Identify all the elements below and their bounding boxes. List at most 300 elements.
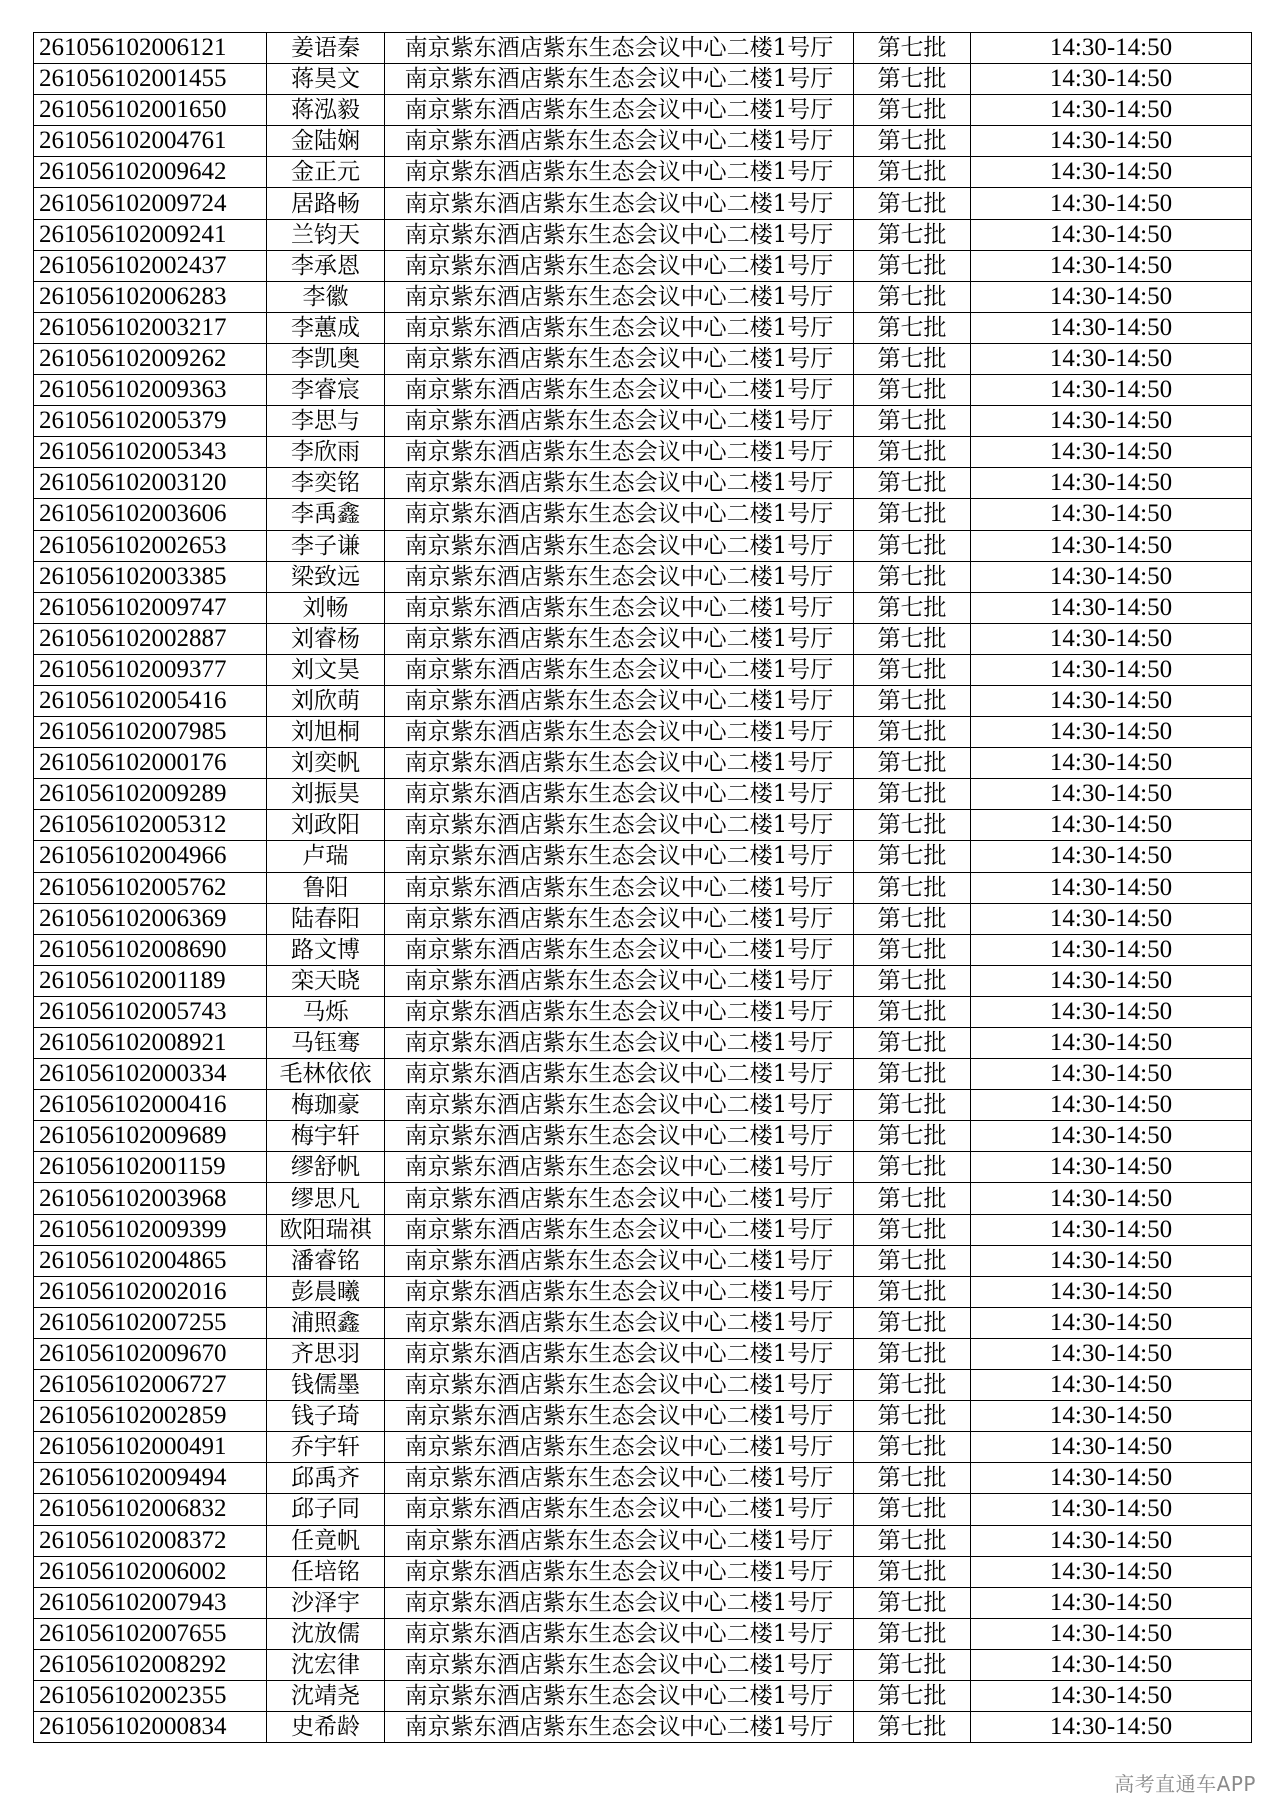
candidate-id: 261056102003217 (34, 312, 267, 343)
time-slot: 14:30-14:50 (971, 1059, 1252, 1090)
table-row (34, 717, 1252, 748)
candidate-id: 261056102006002 (34, 1556, 267, 1587)
candidate-name: 欧阳瑞祺 (267, 1214, 385, 1245)
exam-batch: 第七批 (854, 903, 971, 934)
candidate-id: 261056102005312 (34, 810, 267, 841)
exam-venue: 南京紫东酒店紫东生态会议中心二楼1号厅 (385, 996, 854, 1027)
exam-batch: 第七批 (854, 1183, 971, 1214)
time-slot: 14:30-14:50 (971, 530, 1252, 561)
candidate-id: 261056102006832 (34, 1494, 267, 1525)
exam-venue: 南京紫东酒店紫东生态会议中心二楼1号厅 (385, 717, 854, 748)
exam-batch: 第七批 (854, 1680, 971, 1711)
exam-venue: 南京紫东酒店紫东生态会议中心二楼1号厅 (385, 561, 854, 592)
exam-batch: 第七批 (854, 1276, 971, 1307)
roster-body (34, 33, 1252, 1743)
candidate-id: 261056102009399 (34, 1214, 267, 1245)
candidate-name: 缪思凡 (267, 1183, 385, 1214)
time-slot: 14:30-14:50 (971, 33, 1252, 64)
exam-batch: 第七批 (854, 654, 971, 685)
exam-batch: 第七批 (854, 1712, 971, 1743)
exam-venue: 南京紫东酒店紫东生态会议中心二楼1号厅 (385, 157, 854, 188)
exam-venue: 南京紫东酒店紫东生态会议中心二楼1号厅 (385, 1276, 854, 1307)
exam-batch: 第七批 (854, 281, 971, 312)
time-slot: 14:30-14:50 (971, 1680, 1252, 1711)
table-row (34, 1370, 1252, 1401)
exam-venue: 南京紫东酒店紫东生态会议中心二楼1号厅 (385, 375, 854, 406)
exam-batch: 第七批 (854, 1152, 971, 1183)
candidate-id: 261056102009262 (34, 343, 267, 374)
table-row (34, 1090, 1252, 1121)
candidate-name: 刘欣萌 (267, 685, 385, 716)
exam-batch: 第七批 (854, 1028, 971, 1059)
candidate-name: 刘旭桐 (267, 717, 385, 748)
table-row (34, 219, 1252, 250)
candidate-name: 彭晨曦 (267, 1276, 385, 1307)
table-row (34, 95, 1252, 126)
exam-venue: 南京紫东酒店紫东生态会议中心二楼1号厅 (385, 872, 854, 903)
time-slot: 14:30-14:50 (971, 95, 1252, 126)
exam-venue: 南京紫东酒店紫东生态会议中心二楼1号厅 (385, 281, 854, 312)
candidate-name: 刘政阳 (267, 810, 385, 841)
time-slot: 14:30-14:50 (971, 1587, 1252, 1618)
exam-venue: 南京紫东酒店紫东生态会议中心二楼1号厅 (385, 779, 854, 810)
candidate-name: 邱禹齐 (267, 1463, 385, 1494)
candidate-id: 261056102000416 (34, 1090, 267, 1121)
exam-venue: 南京紫东酒店紫东生态会议中心二楼1号厅 (385, 312, 854, 343)
time-slot: 14:30-14:50 (971, 1494, 1252, 1525)
candidate-name: 姜语秦 (267, 33, 385, 64)
table-row (34, 1152, 1252, 1183)
table-row (34, 188, 1252, 219)
table-row (34, 872, 1252, 903)
exam-venue: 南京紫东酒店紫东生态会议中心二楼1号厅 (385, 250, 854, 281)
time-slot: 14:30-14:50 (971, 343, 1252, 374)
table-row (34, 748, 1252, 779)
exam-batch: 第七批 (854, 623, 971, 654)
exam-batch: 第七批 (854, 437, 971, 468)
time-slot: 14:30-14:50 (971, 934, 1252, 965)
exam-venue: 南京紫东酒店紫东生态会议中心二楼1号厅 (385, 406, 854, 437)
exam-batch: 第七批 (854, 1401, 971, 1432)
candidate-id: 261056102003385 (34, 561, 267, 592)
exam-venue: 南京紫东酒店紫东生态会议中心二楼1号厅 (385, 499, 854, 530)
table-row (34, 561, 1252, 592)
candidate-id: 261056102005343 (34, 437, 267, 468)
table-row (34, 1618, 1252, 1649)
exam-batch: 第七批 (854, 157, 971, 188)
table-row (34, 1587, 1252, 1618)
time-slot: 14:30-14:50 (971, 654, 1252, 685)
exam-batch: 第七批 (854, 375, 971, 406)
candidate-id: 261056102003968 (34, 1183, 267, 1214)
table-row (34, 406, 1252, 437)
time-slot: 14:30-14:50 (971, 312, 1252, 343)
exam-venue: 南京紫东酒店紫东生态会议中心二楼1号厅 (385, 1152, 854, 1183)
candidate-name: 任培铭 (267, 1556, 385, 1587)
time-slot: 14:30-14:50 (971, 64, 1252, 95)
candidate-name: 沈靖尧 (267, 1680, 385, 1711)
exam-batch: 第七批 (854, 1463, 971, 1494)
candidate-id: 261056102005416 (34, 685, 267, 716)
candidate-name: 路文博 (267, 934, 385, 965)
candidate-id: 261056102002653 (34, 530, 267, 561)
exam-batch: 第七批 (854, 1556, 971, 1587)
time-slot: 14:30-14:50 (971, 1276, 1252, 1307)
exam-venue: 南京紫东酒店紫东生态会议中心二楼1号厅 (385, 1121, 854, 1152)
time-slot: 14:30-14:50 (971, 592, 1252, 623)
exam-venue: 南京紫东酒店紫东生态会议中心二楼1号厅 (385, 126, 854, 157)
candidate-name: 史希龄 (267, 1712, 385, 1743)
table-row (34, 126, 1252, 157)
candidate-id: 261056102005762 (34, 872, 267, 903)
time-slot: 14:30-14:50 (971, 685, 1252, 716)
candidate-id: 261056102009241 (34, 219, 267, 250)
exam-batch: 第七批 (854, 561, 971, 592)
candidate-name: 浦照鑫 (267, 1307, 385, 1338)
time-slot: 14:30-14:50 (971, 996, 1252, 1027)
candidate-id: 261056102009670 (34, 1338, 267, 1369)
exam-batch: 第七批 (854, 1214, 971, 1245)
candidate-name: 蒋泓毅 (267, 95, 385, 126)
exam-venue: 南京紫东酒店紫东生态会议中心二楼1号厅 (385, 1338, 854, 1369)
candidate-id: 261056102007985 (34, 717, 267, 748)
exam-batch: 第七批 (854, 312, 971, 343)
candidate-name: 缪舒帆 (267, 1152, 385, 1183)
exam-batch: 第七批 (854, 872, 971, 903)
time-slot: 14:30-14:50 (971, 1338, 1252, 1369)
time-slot: 14:30-14:50 (971, 779, 1252, 810)
time-slot: 14:30-14:50 (971, 903, 1252, 934)
candidate-name: 刘睿杨 (267, 623, 385, 654)
time-slot: 14:30-14:50 (971, 219, 1252, 250)
exam-venue: 南京紫东酒店紫东生态会议中心二楼1号厅 (385, 1028, 854, 1059)
exam-batch: 第七批 (854, 406, 971, 437)
candidate-id: 261056102009289 (34, 779, 267, 810)
exam-batch: 第七批 (854, 1525, 971, 1556)
table-row (34, 1712, 1252, 1743)
time-slot: 14:30-14:50 (971, 406, 1252, 437)
time-slot: 14:30-14:50 (971, 188, 1252, 219)
exam-batch: 第七批 (854, 685, 971, 716)
exam-batch: 第七批 (854, 126, 971, 157)
exam-venue: 南京紫东酒店紫东生态会议中心二楼1号厅 (385, 1649, 854, 1680)
time-slot: 14:30-14:50 (971, 499, 1252, 530)
candidate-id: 261056102003606 (34, 499, 267, 530)
time-slot: 14:30-14:50 (971, 1525, 1252, 1556)
candidate-id: 261056102009689 (34, 1121, 267, 1152)
candidate-id: 261056102001159 (34, 1152, 267, 1183)
candidate-id: 261056102009363 (34, 375, 267, 406)
table-row (34, 312, 1252, 343)
time-slot: 14:30-14:50 (971, 375, 1252, 406)
time-slot: 14:30-14:50 (971, 250, 1252, 281)
exam-batch: 第七批 (854, 1090, 971, 1121)
table-row (34, 996, 1252, 1027)
exam-venue: 南京紫东酒店紫东生态会议中心二楼1号厅 (385, 468, 854, 499)
time-slot: 14:30-14:50 (971, 1370, 1252, 1401)
candidate-id: 261056102008921 (34, 1028, 267, 1059)
exam-venue: 南京紫东酒店紫东生态会议中心二楼1号厅 (385, 965, 854, 996)
time-slot: 14:30-14:50 (971, 841, 1252, 872)
table-row (34, 592, 1252, 623)
time-slot: 14:30-14:50 (971, 1090, 1252, 1121)
table-row (34, 1680, 1252, 1711)
table-row (34, 250, 1252, 281)
candidate-id: 261056102001650 (34, 95, 267, 126)
exam-batch: 第七批 (854, 996, 971, 1027)
exam-venue: 南京紫东酒店紫东生态会议中心二楼1号厅 (385, 95, 854, 126)
time-slot: 14:30-14:50 (971, 437, 1252, 468)
table-row (34, 1276, 1252, 1307)
time-slot: 14:30-14:50 (971, 1183, 1252, 1214)
time-slot: 14:30-14:50 (971, 1214, 1252, 1245)
candidate-name: 李蕙成 (267, 312, 385, 343)
candidate-id: 261056102004966 (34, 841, 267, 872)
exam-venue: 南京紫东酒店紫东生态会议中心二楼1号厅 (385, 1463, 854, 1494)
candidate-name: 李睿宸 (267, 375, 385, 406)
exam-roster-table (33, 32, 1252, 1743)
table-row (34, 33, 1252, 64)
exam-batch: 第七批 (854, 95, 971, 126)
table-row (34, 1059, 1252, 1090)
candidate-id: 261056102008292 (34, 1649, 267, 1680)
table-row (34, 437, 1252, 468)
table-row (34, 468, 1252, 499)
candidate-name: 齐思羽 (267, 1338, 385, 1369)
candidate-name: 马钰骞 (267, 1028, 385, 1059)
candidate-id: 261056102002355 (34, 1680, 267, 1711)
table-row (34, 1494, 1252, 1525)
candidate-id: 261056102008690 (34, 934, 267, 965)
time-slot: 14:30-14:50 (971, 1401, 1252, 1432)
candidate-id: 261056102005379 (34, 406, 267, 437)
candidate-id: 261056102001189 (34, 965, 267, 996)
exam-batch: 第七批 (854, 1618, 971, 1649)
exam-batch: 第七批 (854, 748, 971, 779)
candidate-name: 李承恩 (267, 250, 385, 281)
candidate-id: 261056102001455 (34, 64, 267, 95)
time-slot: 14:30-14:50 (971, 1463, 1252, 1494)
candidate-name: 李奕铭 (267, 468, 385, 499)
candidate-name: 潘睿铭 (267, 1245, 385, 1276)
candidate-name: 李徽 (267, 281, 385, 312)
exam-batch: 第七批 (854, 1059, 971, 1090)
time-slot: 14:30-14:50 (971, 810, 1252, 841)
time-slot: 14:30-14:50 (971, 1618, 1252, 1649)
exam-venue: 南京紫东酒店紫东生态会议中心二楼1号厅 (385, 748, 854, 779)
table-row (34, 1121, 1252, 1152)
candidate-name: 梅宇轩 (267, 1121, 385, 1152)
candidate-name: 李子谦 (267, 530, 385, 561)
exam-venue: 南京紫东酒店紫东生态会议中心二楼1号厅 (385, 219, 854, 250)
candidate-name: 刘文昊 (267, 654, 385, 685)
exam-batch: 第七批 (854, 188, 971, 219)
exam-venue: 南京紫东酒店紫东生态会议中心二楼1号厅 (385, 934, 854, 965)
table-row (34, 530, 1252, 561)
table-row (34, 1028, 1252, 1059)
candidate-id: 261056102000834 (34, 1712, 267, 1743)
candidate-id: 261056102004865 (34, 1245, 267, 1276)
table-row (34, 1245, 1252, 1276)
table-row (34, 685, 1252, 716)
candidate-id: 261056102009724 (34, 188, 267, 219)
candidate-name: 任竟帆 (267, 1525, 385, 1556)
candidate-name: 兰钧天 (267, 219, 385, 250)
candidate-id: 261056102002859 (34, 1401, 267, 1432)
exam-batch: 第七批 (854, 499, 971, 530)
candidate-name: 马烁 (267, 996, 385, 1027)
exam-venue: 南京紫东酒店紫东生态会议中心二楼1号厅 (385, 1214, 854, 1245)
candidate-name: 毛林依依 (267, 1059, 385, 1090)
table-row (34, 375, 1252, 406)
candidate-name: 鲁阳 (267, 872, 385, 903)
exam-venue: 南京紫东酒店紫东生态会议中心二楼1号厅 (385, 1680, 854, 1711)
exam-venue: 南京紫东酒店紫东生态会议中心二楼1号厅 (385, 1712, 854, 1743)
table-row (34, 1338, 1252, 1369)
candidate-id: 261056102007255 (34, 1307, 267, 1338)
candidate-name: 刘畅 (267, 592, 385, 623)
candidate-name: 卢瑞 (267, 841, 385, 872)
table-row (34, 1556, 1252, 1587)
candidate-name: 李凯奥 (267, 343, 385, 374)
time-slot: 14:30-14:50 (971, 872, 1252, 903)
time-slot: 14:30-14:50 (971, 1307, 1252, 1338)
candidate-id: 261056102007943 (34, 1587, 267, 1618)
candidate-id: 261056102006727 (34, 1370, 267, 1401)
exam-venue: 南京紫东酒店紫东生态会议中心二楼1号厅 (385, 810, 854, 841)
table-row (34, 1525, 1252, 1556)
exam-venue: 南京紫东酒店紫东生态会议中心二楼1号厅 (385, 530, 854, 561)
exam-venue: 南京紫东酒店紫东生态会议中心二楼1号厅 (385, 685, 854, 716)
exam-venue: 南京紫东酒店紫东生态会议中心二楼1号厅 (385, 343, 854, 374)
exam-batch: 第七批 (854, 1121, 971, 1152)
exam-venue: 南京紫东酒店紫东生态会议中心二楼1号厅 (385, 1525, 854, 1556)
exam-batch: 第七批 (854, 64, 971, 95)
candidate-id: 261056102000334 (34, 1059, 267, 1090)
candidate-name: 沙泽宇 (267, 1587, 385, 1618)
candidate-name: 梅珈豪 (267, 1090, 385, 1121)
candidate-name: 钱儒墨 (267, 1370, 385, 1401)
exam-venue: 南京紫东酒店紫东生态会议中心二楼1号厅 (385, 592, 854, 623)
table-row (34, 1214, 1252, 1245)
candidate-id: 261056102002016 (34, 1276, 267, 1307)
time-slot: 14:30-14:50 (971, 965, 1252, 996)
candidate-name: 居路畅 (267, 188, 385, 219)
exam-venue: 南京紫东酒店紫东生态会议中心二楼1号厅 (385, 903, 854, 934)
table-row (34, 654, 1252, 685)
exam-batch: 第七批 (854, 592, 971, 623)
candidate-name: 沈放儒 (267, 1618, 385, 1649)
candidate-name: 蒋昊文 (267, 64, 385, 95)
exam-venue: 南京紫东酒店紫东生态会议中心二楼1号厅 (385, 1059, 854, 1090)
time-slot: 14:30-14:50 (971, 1245, 1252, 1276)
candidate-name: 金陆娴 (267, 126, 385, 157)
exam-venue: 南京紫东酒店紫东生态会议中心二楼1号厅 (385, 437, 854, 468)
exam-batch: 第七批 (854, 250, 971, 281)
candidate-name: 刘振昊 (267, 779, 385, 810)
candidate-id: 261056102009642 (34, 157, 267, 188)
exam-venue: 南京紫东酒店紫东生态会议中心二楼1号厅 (385, 1432, 854, 1463)
candidate-name: 李欣雨 (267, 437, 385, 468)
time-slot: 14:30-14:50 (971, 1152, 1252, 1183)
time-slot: 14:30-14:50 (971, 748, 1252, 779)
time-slot: 14:30-14:50 (971, 1121, 1252, 1152)
exam-venue: 南京紫东酒店紫东生态会议中心二楼1号厅 (385, 1370, 854, 1401)
exam-batch: 第七批 (854, 468, 971, 499)
table-row (34, 343, 1252, 374)
candidate-name: 陆春阳 (267, 903, 385, 934)
time-slot: 14:30-14:50 (971, 1028, 1252, 1059)
time-slot: 14:30-14:50 (971, 157, 1252, 188)
candidate-name: 梁致远 (267, 561, 385, 592)
candidate-id: 261056102009377 (34, 654, 267, 685)
table-row (34, 499, 1252, 530)
exam-batch: 第七批 (854, 934, 971, 965)
time-slot: 14:30-14:50 (971, 1649, 1252, 1680)
exam-venue: 南京紫东酒店紫东生态会议中心二楼1号厅 (385, 1618, 854, 1649)
exam-batch: 第七批 (854, 965, 971, 996)
candidate-name: 邱子同 (267, 1494, 385, 1525)
exam-batch: 第七批 (854, 219, 971, 250)
table-row (34, 1463, 1252, 1494)
table-row (34, 1183, 1252, 1214)
exam-batch: 第七批 (854, 779, 971, 810)
table-row (34, 623, 1252, 654)
candidate-name: 刘奕帆 (267, 748, 385, 779)
exam-venue: 南京紫东酒店紫东生态会议中心二楼1号厅 (385, 188, 854, 219)
candidate-id: 261056102000491 (34, 1432, 267, 1463)
exam-batch: 第七批 (854, 1245, 971, 1276)
exam-venue: 南京紫东酒店紫东生态会议中心二楼1号厅 (385, 1307, 854, 1338)
time-slot: 14:30-14:50 (971, 561, 1252, 592)
exam-batch: 第七批 (854, 1649, 971, 1680)
table-row (34, 157, 1252, 188)
exam-venue: 南京紫东酒店紫东生态会议中心二楼1号厅 (385, 654, 854, 685)
table-row (34, 281, 1252, 312)
table-row (34, 1649, 1252, 1680)
exam-batch: 第七批 (854, 1307, 971, 1338)
candidate-id: 261056102002887 (34, 623, 267, 654)
time-slot: 14:30-14:50 (971, 126, 1252, 157)
exam-venue: 南京紫东酒店紫东生态会议中心二楼1号厅 (385, 1401, 854, 1432)
time-slot: 14:30-14:50 (971, 1432, 1252, 1463)
table-row (34, 841, 1252, 872)
time-slot: 14:30-14:50 (971, 281, 1252, 312)
table-row (34, 903, 1252, 934)
exam-batch: 第七批 (854, 841, 971, 872)
exam-venue: 南京紫东酒店紫东生态会议中心二楼1号厅 (385, 64, 854, 95)
candidate-name: 乔宇轩 (267, 1432, 385, 1463)
exam-batch: 第七批 (854, 1432, 971, 1463)
exam-batch: 第七批 (854, 810, 971, 841)
exam-venue: 南京紫东酒店紫东生态会议中心二楼1号厅 (385, 1183, 854, 1214)
time-slot: 14:30-14:50 (971, 1712, 1252, 1743)
exam-venue: 南京紫东酒店紫东生态会议中心二楼1号厅 (385, 1556, 854, 1587)
candidate-id: 261056102003120 (34, 468, 267, 499)
time-slot: 14:30-14:50 (971, 717, 1252, 748)
candidate-id: 261056102002437 (34, 250, 267, 281)
exam-venue: 南京紫东酒店紫东生态会议中心二楼1号厅 (385, 1494, 854, 1525)
candidate-id: 261056102009494 (34, 1463, 267, 1494)
candidate-id: 261056102009747 (34, 592, 267, 623)
candidate-name: 栾天晓 (267, 965, 385, 996)
candidate-name: 李思与 (267, 406, 385, 437)
exam-batch: 第七批 (854, 1370, 971, 1401)
table-row (34, 965, 1252, 996)
watermark: 高考直通车APP (1114, 1772, 1256, 1796)
time-slot: 14:30-14:50 (971, 468, 1252, 499)
exam-venue: 南京紫东酒店紫东生态会议中心二楼1号厅 (385, 33, 854, 64)
